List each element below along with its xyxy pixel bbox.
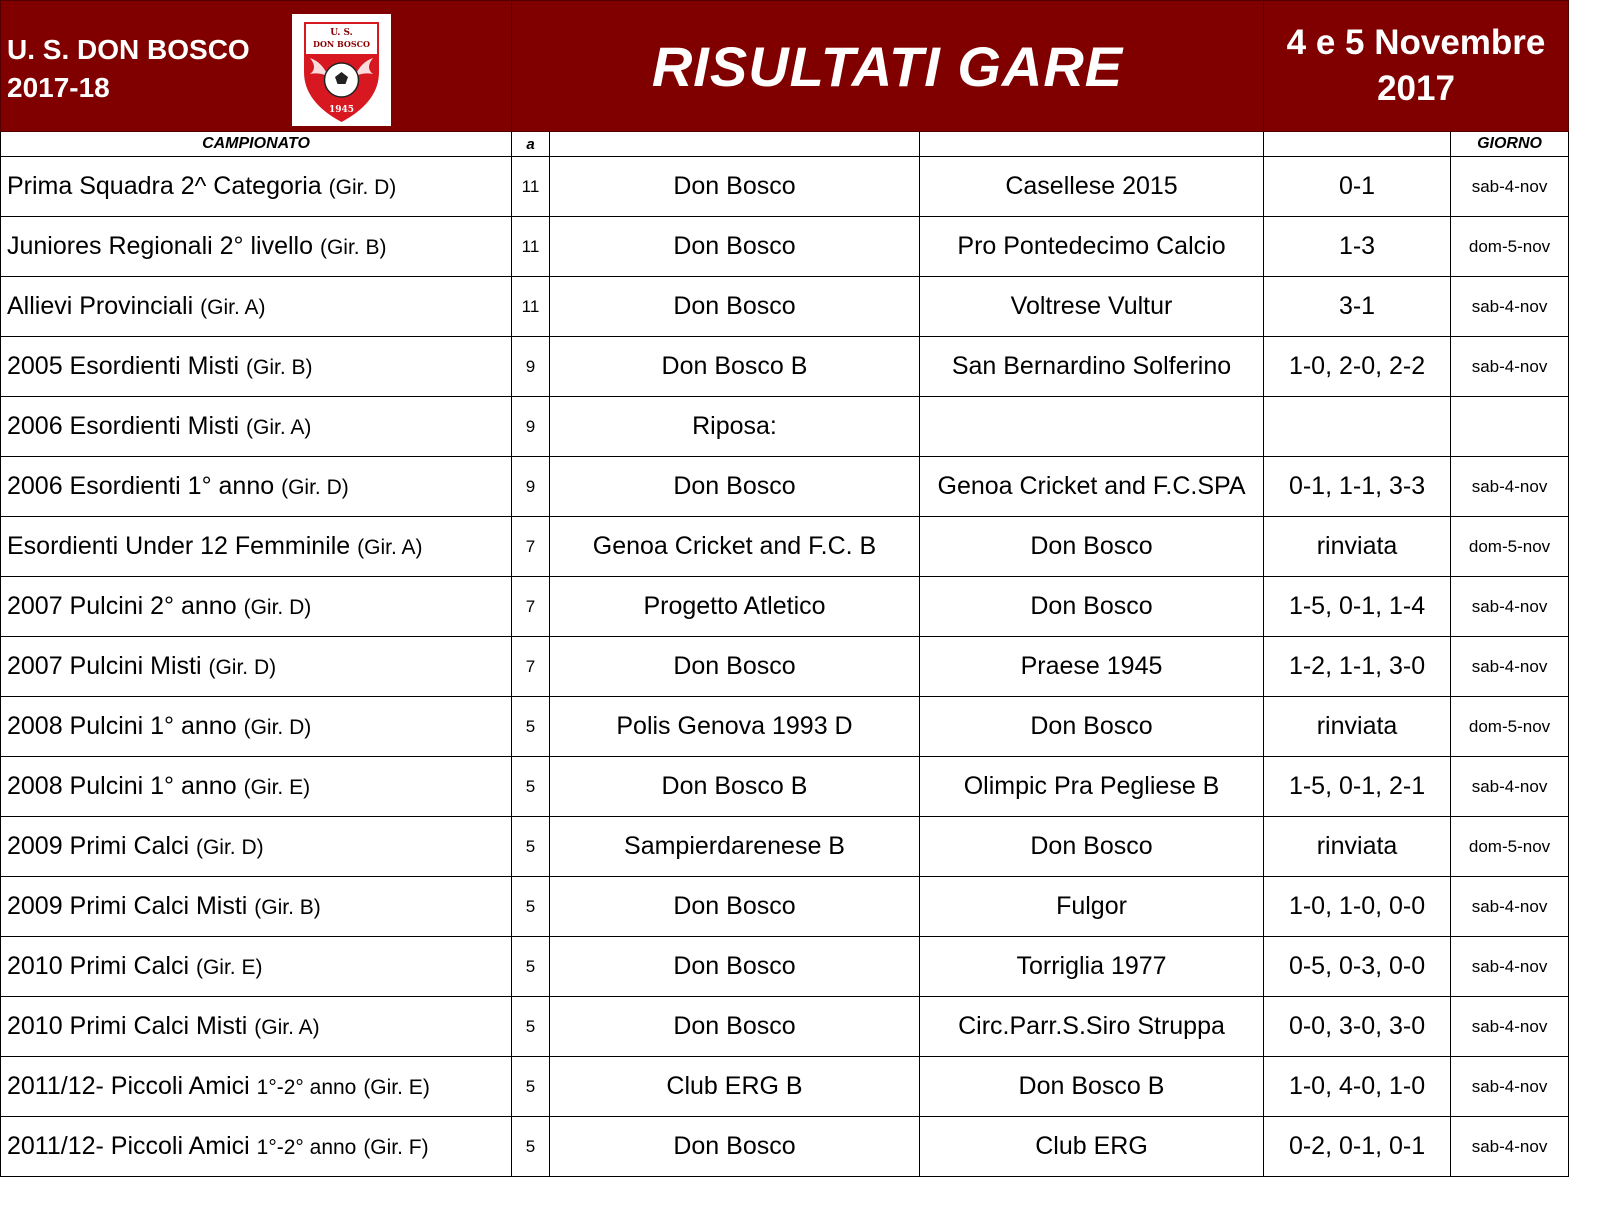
row-day: sab-4-nov bbox=[1451, 277, 1569, 337]
girone-label: (Gir. A) bbox=[200, 296, 266, 319]
table-row bbox=[1, 337, 1569, 397]
row-result: 0-0, 3-0, 3-0 bbox=[1264, 997, 1451, 1057]
row-result: rinviata bbox=[1264, 817, 1451, 877]
row-round: 5 bbox=[512, 757, 550, 817]
campionato-name: 2010 Primi Calci Misti bbox=[7, 1012, 248, 1040]
table-row bbox=[1, 937, 1569, 997]
row-home-team: Don Bosco B bbox=[550, 337, 920, 397]
row-result: 1-2, 1-1, 3-0 bbox=[1264, 637, 1451, 697]
campionato-name: Allievi Provinciali bbox=[7, 292, 194, 320]
row-home-team: Progetto Atletico bbox=[550, 577, 920, 637]
row-day: sab-4-nov bbox=[1451, 337, 1569, 397]
row-result: 0-1, 1-1, 3-3 bbox=[1264, 457, 1451, 517]
row-home-team: Genoa Cricket and F.C. B bbox=[550, 517, 920, 577]
row-result bbox=[1264, 397, 1451, 457]
row-campionato bbox=[1, 697, 512, 757]
girone-label: (Gir. D) bbox=[243, 716, 312, 739]
table-row bbox=[1, 397, 1569, 457]
campionato-sub: 1°-2° anno bbox=[256, 1076, 357, 1099]
girone-label: (Gir. F) bbox=[363, 1136, 429, 1159]
campionato-name: Esordienti Under 12 Femminile bbox=[7, 532, 351, 560]
girone-label: (Gir. E) bbox=[363, 1076, 430, 1099]
row-round: 9 bbox=[512, 397, 550, 457]
campionato-name: 2011/12- Piccoli Amici bbox=[7, 1132, 250, 1160]
row-away-team: Don Bosco B bbox=[920, 1057, 1264, 1117]
girone-label: (Gir. E) bbox=[243, 776, 311, 799]
row-campionato bbox=[1, 1057, 512, 1117]
row-away-team: Torriglia 1977 bbox=[920, 937, 1264, 997]
row-campionato bbox=[1, 217, 512, 277]
table-row bbox=[1, 697, 1569, 757]
row-round: 5 bbox=[512, 817, 550, 877]
row-day: dom-5-nov bbox=[1451, 517, 1569, 577]
table-row bbox=[1, 1057, 1569, 1117]
row-day: dom-5-nov bbox=[1451, 697, 1569, 757]
row-home-team: Don Bosco bbox=[550, 157, 920, 217]
campionato-name: 2008 Pulcini 1° anno bbox=[7, 772, 237, 800]
row-day: sab-4-nov bbox=[1451, 637, 1569, 697]
row-round: 5 bbox=[512, 1117, 550, 1177]
row-home-team: Don Bosco B bbox=[550, 757, 920, 817]
row-away-team: Olimpic Pra Pegliese B bbox=[920, 757, 1264, 817]
row-day: sab-4-nov bbox=[1451, 1117, 1569, 1177]
row-campionato bbox=[1, 157, 512, 217]
row-day: dom-5-nov bbox=[1451, 817, 1569, 877]
girone-label: (Gir. B) bbox=[254, 896, 321, 919]
club-cell bbox=[1, 1, 512, 132]
row-campionato bbox=[1, 997, 512, 1057]
row-result: rinviata bbox=[1264, 517, 1451, 577]
girone-label: (Gir. E) bbox=[195, 956, 263, 979]
row-home-team: Don Bosco bbox=[550, 877, 920, 937]
row-result: 1-3 bbox=[1264, 217, 1451, 277]
row-result: 1-0, 1-0, 0-0 bbox=[1264, 877, 1451, 937]
row-away-team: Don Bosco bbox=[920, 697, 1264, 757]
row-campionato bbox=[1, 577, 512, 637]
page-title: RISULTATI GARE bbox=[512, 1, 1264, 132]
row-campionato bbox=[1, 277, 512, 337]
campionato-name: 2011/12- Piccoli Amici bbox=[7, 1072, 250, 1100]
row-home-team: Don Bosco bbox=[550, 217, 920, 277]
campionato-name: 2005 Esordienti Misti bbox=[7, 352, 240, 380]
campionato-sub: 1°-2° anno bbox=[256, 1136, 357, 1159]
row-away-team: Club ERG bbox=[920, 1117, 1264, 1177]
girone-label: (Gir. D) bbox=[281, 476, 349, 499]
campionato-name: 2007 Pulcini Misti bbox=[7, 652, 202, 680]
row-day: sab-4-nov bbox=[1451, 1057, 1569, 1117]
row-result: rinviata bbox=[1264, 697, 1451, 757]
row-campionato bbox=[1, 757, 512, 817]
row-away-team: Fulgor bbox=[920, 877, 1264, 937]
row-campionato bbox=[1, 457, 512, 517]
row-campionato bbox=[1, 637, 512, 697]
row-away-team: Genoa Cricket and F.C.SPA bbox=[920, 457, 1264, 517]
girone-label: (Gir. D) bbox=[328, 176, 397, 199]
row-result: 1-0, 4-0, 1-0 bbox=[1264, 1057, 1451, 1117]
campionato-name: 2006 Esordienti 1° anno bbox=[7, 472, 275, 500]
row-result: 1-0, 2-0, 2-2 bbox=[1264, 337, 1451, 397]
crest-text-us: U. S. bbox=[330, 28, 353, 38]
girone-label: (Gir. D) bbox=[195, 836, 264, 859]
girone-label: (Gir. D) bbox=[208, 656, 277, 679]
table-row bbox=[1, 217, 1569, 277]
row-away-team: San Bernardino Solferino bbox=[920, 337, 1264, 397]
row-result: 0-5, 0-3, 0-0 bbox=[1264, 937, 1451, 997]
club-season: 2017-18 bbox=[7, 72, 110, 103]
row-day: sab-4-nov bbox=[1451, 757, 1569, 817]
club-crest-icon bbox=[292, 14, 391, 126]
col-day: GIORNO bbox=[1451, 132, 1569, 157]
row-home-team: Don Bosco bbox=[550, 457, 920, 517]
row-away-team: Don Bosco bbox=[920, 817, 1264, 877]
match-dates bbox=[1264, 1, 1569, 132]
row-result: 1-5, 0-1, 2-1 bbox=[1264, 757, 1451, 817]
girone-label: (Gir. A) bbox=[254, 1016, 320, 1039]
table-row bbox=[1, 817, 1569, 877]
club-name bbox=[7, 31, 250, 107]
club-logo bbox=[292, 14, 391, 126]
table-row bbox=[1, 517, 1569, 577]
table-row bbox=[1, 277, 1569, 337]
row-result: 0-1 bbox=[1264, 157, 1451, 217]
row-day: dom-5-nov bbox=[1451, 217, 1569, 277]
row-result: 0-2, 0-1, 0-1 bbox=[1264, 1117, 1451, 1177]
col-result bbox=[1264, 132, 1451, 157]
table-row bbox=[1, 457, 1569, 517]
table-row bbox=[1, 757, 1569, 817]
campionato-name: 2006 Esordienti Misti bbox=[7, 412, 240, 440]
row-round: 9 bbox=[512, 457, 550, 517]
row-home-team: Don Bosco bbox=[550, 637, 920, 697]
table-row bbox=[1, 637, 1569, 697]
campionato-name: Juniores Regionali 2° livello bbox=[7, 232, 313, 260]
col-campionato: CAMPIONATO bbox=[1, 132, 512, 157]
row-round: 5 bbox=[512, 937, 550, 997]
row-home-team: Polis Genova 1993 D bbox=[550, 697, 920, 757]
row-away-team: Pro Pontedecimo Calcio bbox=[920, 217, 1264, 277]
row-round: 5 bbox=[512, 877, 550, 937]
row-away-team: Casellese 2015 bbox=[920, 157, 1264, 217]
row-home-team: Don Bosco bbox=[550, 937, 920, 997]
row-round: 5 bbox=[512, 1057, 550, 1117]
header-band bbox=[1, 1, 1569, 132]
row-day: sab-4-nov bbox=[1451, 157, 1569, 217]
crest-text-name: DON BOSCO bbox=[313, 39, 370, 49]
col-home bbox=[550, 132, 920, 157]
row-campionato bbox=[1, 397, 512, 457]
row-round: 11 bbox=[512, 217, 550, 277]
row-away-team: Praese 1945 bbox=[920, 637, 1264, 697]
row-campionato bbox=[1, 517, 512, 577]
table-row bbox=[1, 577, 1569, 637]
row-away-team: Don Bosco bbox=[920, 517, 1264, 577]
table-row bbox=[1, 997, 1569, 1057]
row-away-team bbox=[920, 397, 1264, 457]
row-campionato bbox=[1, 937, 512, 997]
row-day: sab-4-nov bbox=[1451, 997, 1569, 1057]
campionato-name: 2009 Primi Calci Misti bbox=[7, 892, 248, 920]
row-campionato bbox=[1, 877, 512, 937]
row-home-team: Don Bosco bbox=[550, 997, 920, 1057]
row-result: 1-5, 0-1, 1-4 bbox=[1264, 577, 1451, 637]
table-row bbox=[1, 1117, 1569, 1177]
row-home-team: Don Bosco bbox=[550, 1117, 920, 1177]
row-day: sab-4-nov bbox=[1451, 577, 1569, 637]
row-home-team: Sampierdarenese B bbox=[550, 817, 920, 877]
row-round: 7 bbox=[512, 517, 550, 577]
row-home-team: Club ERG B bbox=[550, 1057, 920, 1117]
row-away-team: Don Bosco bbox=[920, 577, 1264, 637]
table-row bbox=[1, 157, 1569, 217]
row-campionato bbox=[1, 1117, 512, 1177]
club-name-line1: U. S. DON BOSCO bbox=[7, 34, 250, 65]
row-campionato bbox=[1, 817, 512, 877]
row-campionato bbox=[1, 337, 512, 397]
row-day: sab-4-nov bbox=[1451, 457, 1569, 517]
match-dates-year: 2017 bbox=[1377, 69, 1455, 108]
match-dates-line1: 4 e 5 Novembre bbox=[1286, 23, 1546, 62]
girone-label: (Gir. B) bbox=[246, 356, 313, 379]
girone-label: (Gir. A) bbox=[357, 536, 423, 559]
campionato-name: 2008 Pulcini 1° anno bbox=[7, 712, 237, 740]
girone-label: (Gir. D) bbox=[243, 596, 312, 619]
row-round: 11 bbox=[512, 277, 550, 337]
row-round: 5 bbox=[512, 997, 550, 1057]
row-round: 7 bbox=[512, 637, 550, 697]
row-result: 3-1 bbox=[1264, 277, 1451, 337]
girone-label: (Gir. A) bbox=[246, 416, 312, 439]
row-away-team: Circ.Parr.S.Siro Struppa bbox=[920, 997, 1264, 1057]
column-headers bbox=[1, 132, 1569, 157]
crest-text-year: 1945 bbox=[328, 105, 355, 115]
campionato-name: 2010 Primi Calci bbox=[7, 952, 190, 980]
row-day: sab-4-nov bbox=[1451, 877, 1569, 937]
col-away bbox=[920, 132, 1264, 157]
row-round: 5 bbox=[512, 697, 550, 757]
col-round: a bbox=[512, 132, 550, 157]
row-day: sab-4-nov bbox=[1451, 937, 1569, 997]
table-row bbox=[1, 877, 1569, 937]
row-round: 11 bbox=[512, 157, 550, 217]
row-day bbox=[1451, 397, 1569, 457]
row-round: 7 bbox=[512, 577, 550, 637]
row-round: 9 bbox=[512, 337, 550, 397]
campionato-name: 2007 Pulcini 2° anno bbox=[7, 592, 237, 620]
row-home-team: Don Bosco bbox=[550, 277, 920, 337]
girone-label: (Gir. B) bbox=[319, 236, 387, 259]
row-home-team: Riposa: bbox=[550, 397, 920, 457]
campionato-name: Prima Squadra 2^ Categoria bbox=[7, 172, 322, 200]
row-away-team: Voltrese Vultur bbox=[920, 277, 1264, 337]
campionato-name: 2009 Primi Calci bbox=[7, 832, 190, 860]
